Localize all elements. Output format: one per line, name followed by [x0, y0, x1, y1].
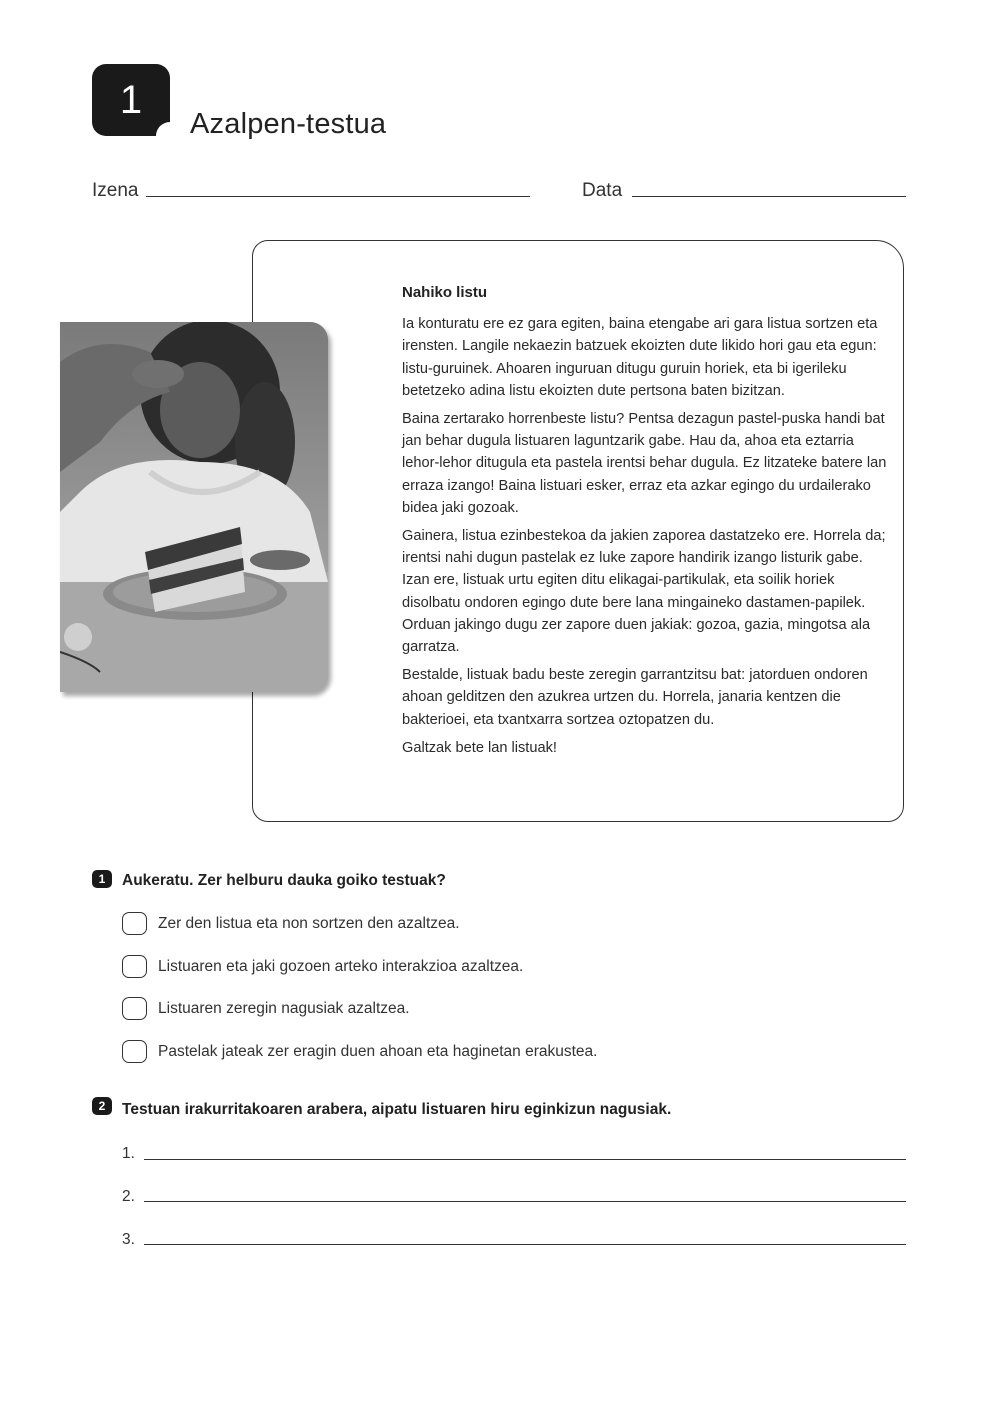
article-paragraph: Baina zertarako horrenbeste listu? Pentsa dezagun pastel-puska handi bat jan behar dugula listuaren laguntzarik gabe. Hau da, ahoa eta eztarria lehor-lehor ditugula eta pastela irentsi behar dugula. Ez litzateke batere lan erraza izango! Baina listuari esker, erraz eta azkar egingo du urdailerako bidea jaki gozoak.	[402, 411, 887, 516]
option-2-checkbox[interactable]	[122, 955, 147, 978]
unit-number-badge	[92, 64, 170, 136]
option-3-label: Listuaren zeregin nagusiak azaltzea.	[158, 1000, 410, 1017]
question-1-prompt: Aukeratu. Zer helburu dauka goiko testuak?	[122, 872, 446, 889]
date-label: Data	[582, 180, 623, 201]
article-paragraph: Galtzak bete lan listuak!	[402, 739, 557, 756]
date-field[interactable]	[632, 196, 906, 197]
article-paragraph: Ia konturatu ere ez gara egiten, baina etengabe ari gara listua sortzen eta irensten. Langile nekaezin batzuek ekoizten dute likido hori gau eta egun: listu-guruinek. Ahoaren inguruan ditugu guruin horiek, eta bi igerileku betetzeko adina listu ekoizten dute pertsona baten bizitzan.	[402, 316, 878, 399]
answer-1-number: 1.	[122, 1145, 135, 1162]
article-title: Nahiko listu	[402, 284, 488, 301]
unit-number: 1	[119, 78, 143, 122]
article-paragraph: Bestalde, listuak badu beste zeregin garrantzitsu bat: jatorduen ondoren ahoan gelditzen den azukrea urtzen du. Horrela, janaria kentzen die bakterioei, eta txantxarra sortzea oztopatzen du.	[402, 667, 868, 728]
option-2-label: Listuaren eta jaki gozoen arteko interakzioa azaltzea.	[158, 958, 524, 975]
answer-2-number: 2.	[122, 1188, 135, 1205]
option-4-label: Pastelak jateak zer eragin duen ahoan eta haginetan erakustea.	[158, 1043, 598, 1060]
question-1-number: 1	[92, 870, 112, 888]
article	[402, 282, 894, 765]
page-title: Azalpen-testua	[190, 108, 387, 140]
answer-3-line[interactable]	[144, 1244, 906, 1245]
option-4-checkbox[interactable]	[122, 1040, 147, 1063]
option-1-checkbox[interactable]	[122, 912, 147, 935]
answer-3-number: 3.	[122, 1231, 135, 1248]
girl-eating-cake-photo	[60, 322, 328, 692]
answer-2-line[interactable]	[144, 1201, 906, 1202]
article-paragraph: Gainera, listua ezinbestekoa da jakien zaporea dastatzeko ere. Horrela da; irentsi nahi dugun pastelak ez luke zapore handirik izango listurik gabe. Izan ere, listuak urtu egiten ditu elikagai-partikulak, eta soilik horiek disolbatu ondoren egingo dute bere lana mingaineko dastamen-papilek. Orduan jakingo dugu zer zapore duen jakiak: gozoa, gazia, mingotsa ala garratza.	[402, 528, 886, 656]
option-1-label: Zer den listua eta non sortzen den azaltzea.	[158, 915, 460, 932]
name-label: Izena	[92, 180, 139, 201]
photo-illustration	[60, 322, 328, 692]
answer-1-line[interactable]	[144, 1159, 906, 1160]
question-2-prompt: Testuan irakurritakoaren arabera, aipatu listuaren hiru eginkizun nagusiak.	[122, 1101, 672, 1118]
question-2-number: 2	[92, 1097, 112, 1115]
option-3-checkbox[interactable]	[122, 997, 147, 1020]
name-field[interactable]	[146, 196, 530, 197]
